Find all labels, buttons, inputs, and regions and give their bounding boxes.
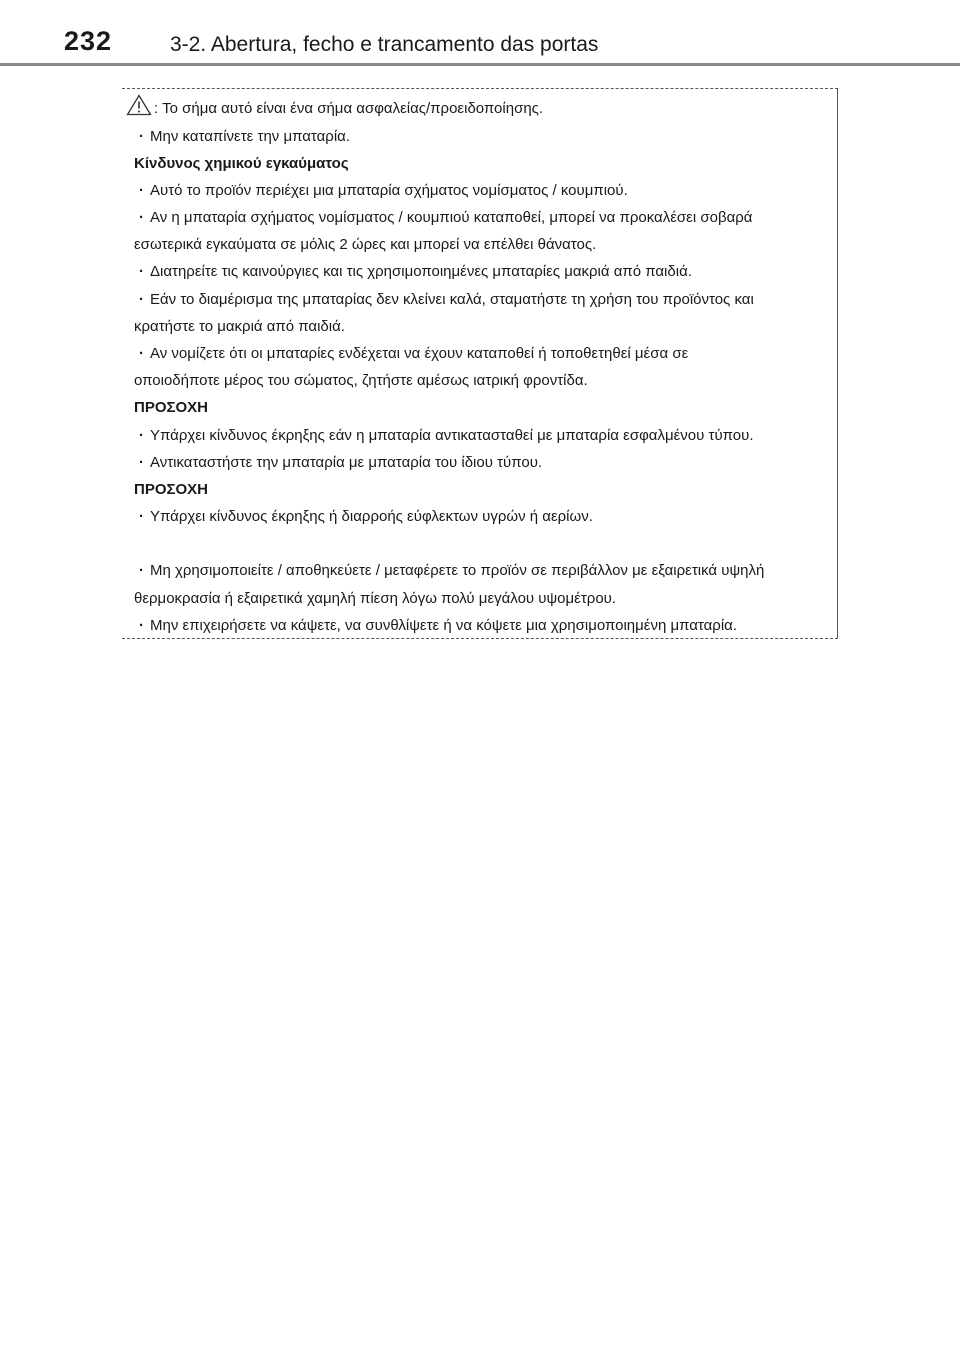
list-item: · Υπάρχει κίνδυνος έκρηξης εάν η μπαταρία αντικατασταθεί με μπαταρία εσφαλμένου τύπου.	[139, 427, 754, 445]
list-item: · Μην επιχειρήσετε να κάψετε, να συνθλίψετε ή να κόψετε μια χρησιμοποιημένη μπαταρία.	[139, 617, 737, 635]
list-item: · Αυτό το προϊόν περιέχει μια μπαταρία σχήματος νομίσματος / κουμπιού.	[139, 182, 628, 200]
list-item-continuation: εσωτερικά εγκαύματα σε μόλις 2 ώρες και μπορεί να επέλθει θάνατος.	[134, 236, 597, 253]
list-item: · Υπάρχει κίνδυνος έκρηξης ή διαρροής εύφλεκτων υγρών ή αερίων.	[139, 508, 593, 526]
list-item: · Αν η μπαταρία σχήματος νομίσματος / κουμπιού καταποθεί, μπορεί να προκαλέσει σοβαρά	[139, 209, 752, 227]
section-title: 3-2. Abertura, fecho e trancamento das portas	[170, 33, 599, 56]
list-item-continuation: κρατήστε το μακριά από παιδιά.	[134, 318, 345, 335]
section-heading: Κίνδυνος χημικού εγκαύματος	[134, 155, 349, 172]
list-item: · Αν νομίζετε ότι οι μπαταρίες ενδέχεται να έχουν καταποθεί ή τοποθετηθεί μέσα σε	[139, 345, 688, 363]
header-rule	[0, 63, 960, 66]
warning-symbol-note: : Το σήμα αυτό είναι ένα σήμα ασφαλείας/προειδοποίησης.	[154, 100, 544, 117]
list-item: · Διατηρείτε τις καινούργιες και τις χρησιμοποιημένες μπαταρίες μακριά από παιδιά.	[139, 263, 692, 281]
list-item: · Εάν το διαμέρισμα της μπαταρίας δεν κλείνει καλά, σταματήστε τη χρήση του προϊόντος και	[139, 291, 754, 309]
list-item: · Αντικαταστήστε την μπαταρία με μπαταρία του ίδιου τύπου.	[139, 454, 542, 472]
page-header	[0, 0, 960, 66]
warning-triangle-icon	[126, 94, 152, 116]
section-heading: ΠΡΟΣΟΧΗ	[134, 399, 209, 416]
list-item: · Μην καταπίνετε την μπαταρία.	[139, 128, 350, 146]
section-heading: ΠΡΟΣΟΧΗ	[134, 481, 209, 498]
list-item: · Μη χρησιμοποιείτε / αποθηκεύετε / μεταφέρετε το προϊόν σε περιβάλλον με εξαιρετικά υψηλή	[139, 562, 764, 580]
list-item-continuation: θερμοκρασία ή εξαιρετικά χαμηλή πίεση λόγω πολύ μεγάλου υψομέτρου.	[134, 590, 617, 607]
list-item-continuation: οποιοδήποτε μέρος του σώματος, ζητήστε αμέσως ιατρική φροντίδα.	[134, 372, 588, 389]
page-number: 232	[64, 26, 113, 56]
